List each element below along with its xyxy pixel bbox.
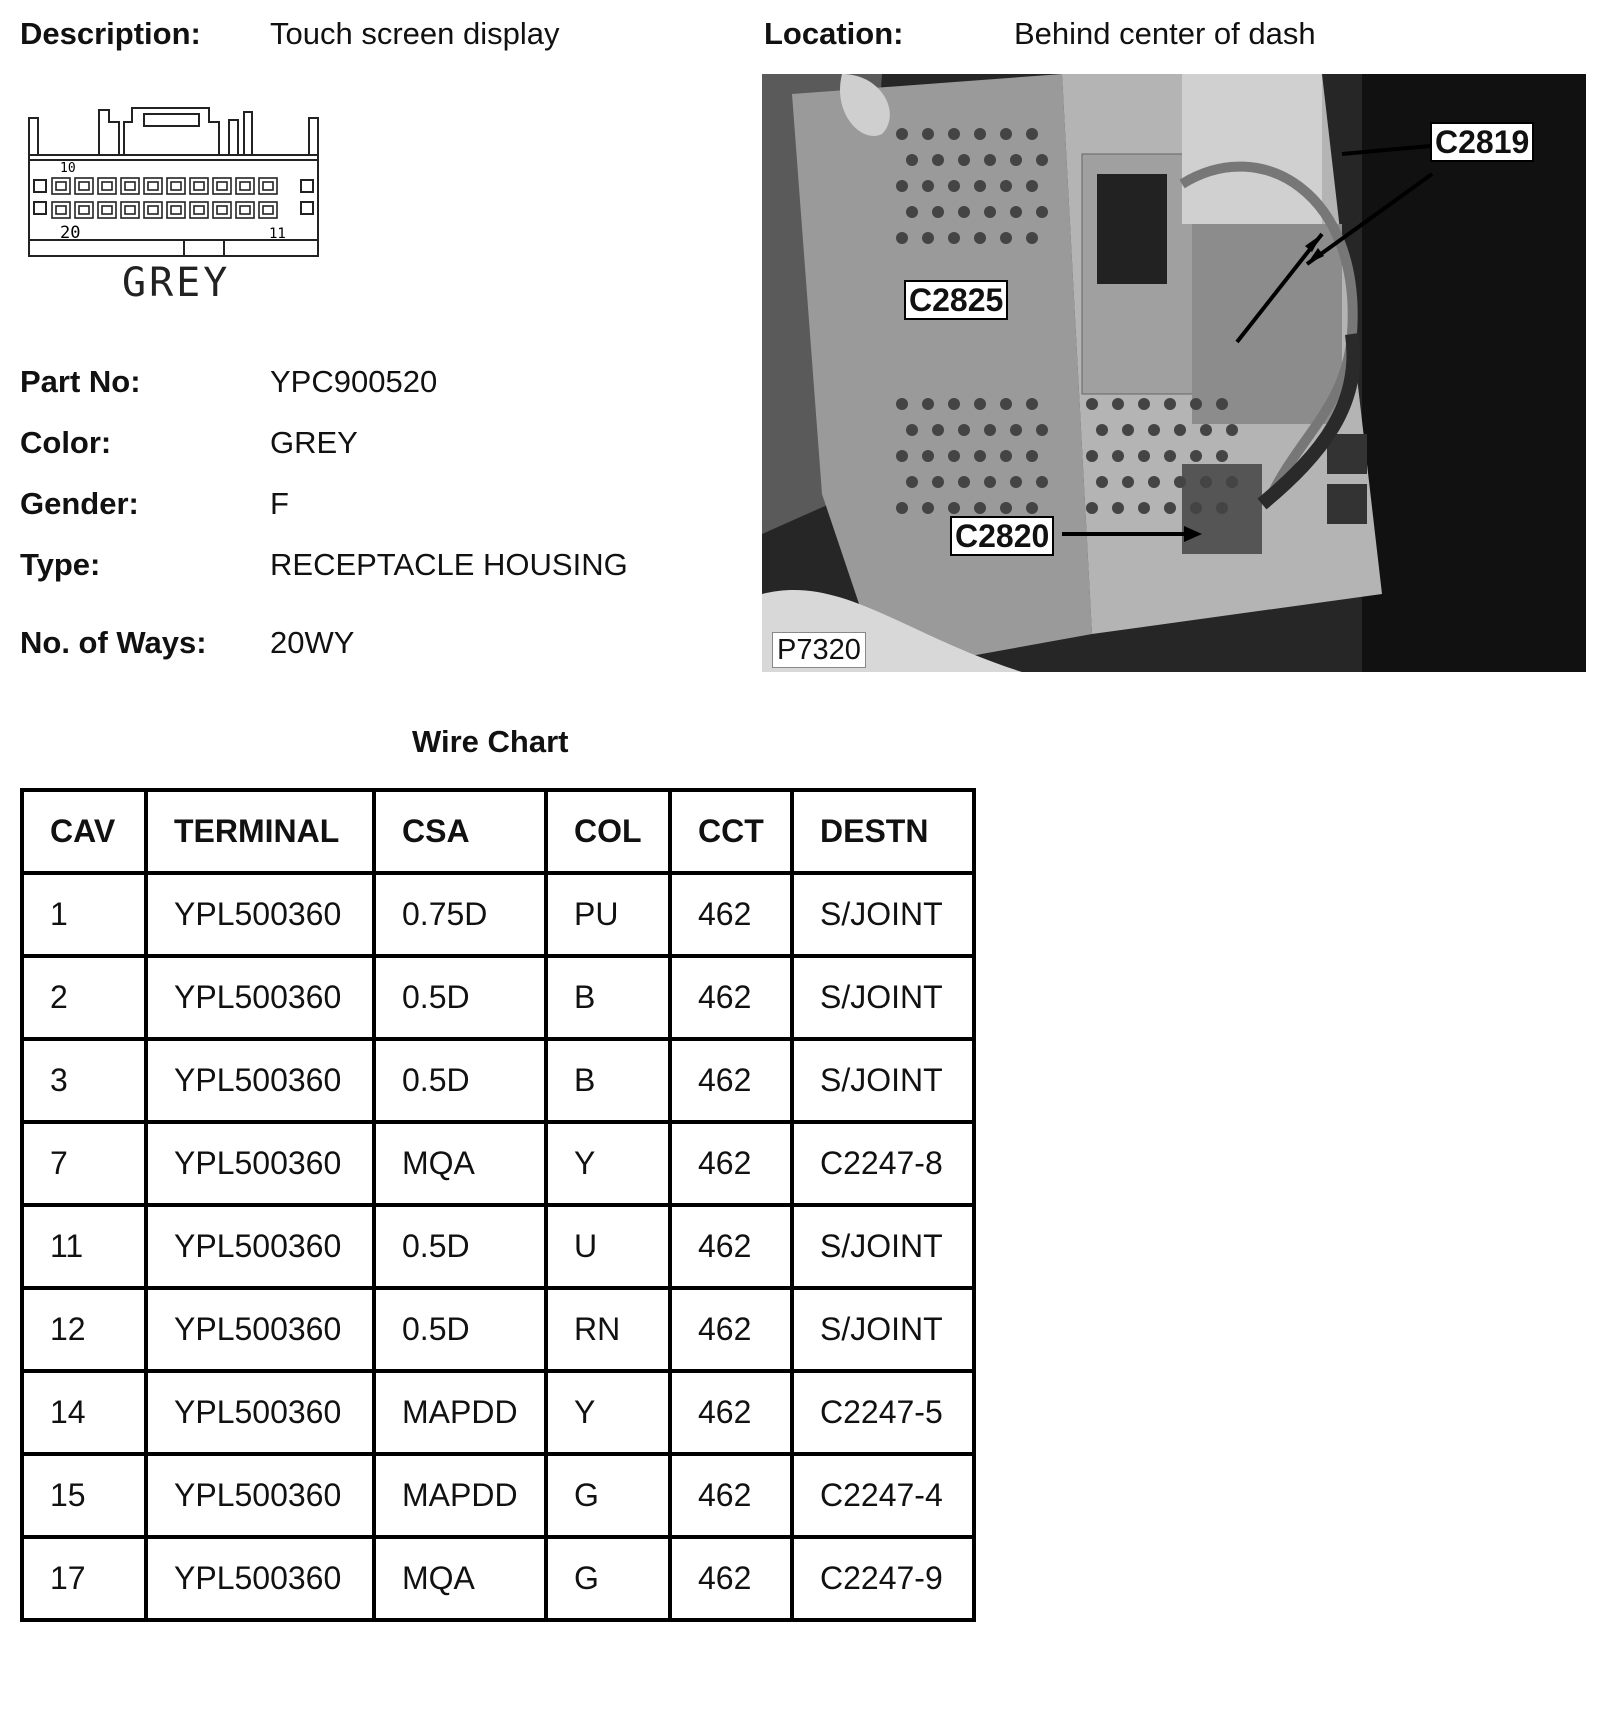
cell-cct: 462: [670, 1288, 792, 1371]
pin-cavity: [52, 178, 70, 194]
header-destn: DESTN: [792, 790, 974, 873]
pin-label-bottom-right: 11: [269, 226, 286, 242]
pin-cavity: [213, 178, 231, 194]
cell-cct: 462: [670, 1371, 792, 1454]
vent-hole: [1026, 128, 1038, 140]
vent-hole: [948, 398, 960, 410]
cell-destn: C2247-4: [792, 1454, 974, 1537]
vent-hole: [1226, 476, 1238, 488]
vent-hole: [1164, 398, 1176, 410]
vent-hole: [1096, 476, 1108, 488]
cell-col: B: [546, 1039, 670, 1122]
pin-cavity: [144, 202, 162, 218]
wire-chart-table: [20, 788, 976, 1622]
vent-hole: [922, 232, 934, 244]
vent-hole: [1138, 502, 1150, 514]
connector-color-text: GREY: [122, 260, 231, 306]
cell-cct: 462: [670, 873, 792, 956]
vent-hole: [922, 450, 934, 462]
description-value: Touch screen display: [270, 16, 560, 51]
vent-hole: [1226, 424, 1238, 436]
vent-hole: [1026, 502, 1038, 514]
vent-hole: [1086, 398, 1098, 410]
cell-terminal: YPL500360: [146, 1288, 374, 1371]
pin-cavity: [167, 202, 185, 218]
vent-hole: [1000, 180, 1012, 192]
table-row: [22, 1454, 974, 1537]
vent-hole: [984, 206, 996, 218]
cell-csa: MQA: [374, 1122, 546, 1205]
vent-hole: [906, 154, 918, 166]
pin-cavity: [75, 178, 93, 194]
vent-hole: [1036, 476, 1048, 488]
vent-hole: [932, 206, 944, 218]
pin-cavity-inner: [79, 182, 89, 190]
cell-cav: 7: [22, 1122, 146, 1205]
vent-hole: [896, 180, 908, 192]
vent-hole: [1174, 424, 1186, 436]
pin-cavity-inner: [102, 206, 112, 214]
pin-cavity-inner: [148, 206, 158, 214]
header-cct: CCT: [670, 790, 792, 873]
vent-hole: [1216, 450, 1228, 462]
cell-terminal: YPL500360: [146, 1039, 374, 1122]
cell-cav: 14: [22, 1371, 146, 1454]
cell-col: G: [546, 1537, 670, 1620]
vent-hole: [1036, 154, 1048, 166]
ways-value: 20WY: [270, 625, 355, 660]
vent-hole: [1148, 424, 1160, 436]
vent-hole: [984, 424, 996, 436]
table-row: [22, 1039, 974, 1122]
location-photo-icon: [762, 74, 1586, 672]
pin-cavity: [98, 202, 116, 218]
ways-label: No. of Ways:: [20, 625, 207, 660]
cell-csa: 0.75D: [374, 873, 546, 956]
pin-cavity: [75, 202, 93, 218]
wire-chart-title: Wire Chart: [412, 724, 569, 759]
description-label: Description:: [20, 16, 201, 51]
pin-cavity: [52, 202, 70, 218]
vent-hole: [1112, 398, 1124, 410]
pin-cavity-inner: [240, 206, 250, 214]
vent-hole: [1148, 476, 1160, 488]
vent-hole: [1216, 502, 1228, 514]
vent-hole: [974, 180, 986, 192]
vent-hole: [948, 232, 960, 244]
vent-hole: [932, 154, 944, 166]
header-cav: CAV: [22, 790, 146, 873]
vent-hole: [1036, 206, 1048, 218]
location-value: Behind center of dash: [1014, 16, 1316, 51]
vent-hole: [1190, 398, 1202, 410]
cell-col: U: [546, 1205, 670, 1288]
vent-hole: [1096, 424, 1108, 436]
pin-cavity: [121, 202, 139, 218]
vent-hole: [1026, 232, 1038, 244]
pin-cavity: [259, 202, 277, 218]
pin-cavity-inner: [217, 182, 227, 190]
vent-hole: [1122, 424, 1134, 436]
vent-hole: [984, 154, 996, 166]
header-terminal: TERMINAL: [146, 790, 374, 873]
cell-cav: 12: [22, 1288, 146, 1371]
cell-col: RN: [546, 1288, 670, 1371]
pin-cavity-inner: [56, 206, 66, 214]
cell-terminal: YPL500360: [146, 1454, 374, 1537]
vent-hole: [896, 450, 908, 462]
pin-cavity-inner: [240, 182, 250, 190]
pin-cavity-inner: [125, 182, 135, 190]
vent-hole: [1000, 128, 1012, 140]
table-row: [22, 1122, 974, 1205]
pin-cavity-inner: [56, 182, 66, 190]
table-row: [22, 1371, 974, 1454]
vent-hole: [974, 128, 986, 140]
callout-c2825: C2825: [904, 280, 1008, 320]
color-label: Color:: [20, 425, 112, 460]
gender-label: Gender:: [20, 486, 139, 521]
vent-hole: [1200, 424, 1212, 436]
vent-hole: [974, 502, 986, 514]
pin-label-bottom-left: 20: [60, 223, 81, 243]
pin-cavity-inner: [263, 182, 273, 190]
vent-hole: [948, 502, 960, 514]
cell-csa: 0.5D: [374, 956, 546, 1039]
vent-hole: [1190, 450, 1202, 462]
cell-csa: 0.5D: [374, 1288, 546, 1371]
vent-hole: [1036, 424, 1048, 436]
vent-hole: [922, 128, 934, 140]
vent-hole: [958, 206, 970, 218]
vent-hole: [1026, 180, 1038, 192]
vent-hole: [896, 398, 908, 410]
cell-csa: MAPDD: [374, 1454, 546, 1537]
vent-hole: [1000, 232, 1012, 244]
callout-c2820: C2820: [950, 516, 1054, 556]
header-csa: CSA: [374, 790, 546, 873]
part-no-label: Part No:: [20, 364, 141, 399]
cell-terminal: YPL500360: [146, 956, 374, 1039]
pin-cavity-inner: [125, 206, 135, 214]
color-value: GREY: [270, 425, 358, 460]
vent-hole: [1086, 450, 1098, 462]
photo-id: P7320: [772, 632, 866, 668]
header-col: COL: [546, 790, 670, 873]
cell-destn: S/JOINT: [792, 1288, 974, 1371]
cell-cav: 1: [22, 873, 146, 956]
pin-cavity: [190, 202, 208, 218]
vent-hole: [1000, 502, 1012, 514]
cell-destn: C2247-8: [792, 1122, 974, 1205]
vent-hole: [948, 180, 960, 192]
vent-hole: [958, 476, 970, 488]
vent-hole: [1086, 502, 1098, 514]
cell-csa: 0.5D: [374, 1205, 546, 1288]
cell-csa: MQA: [374, 1537, 546, 1620]
vent-hole: [1174, 476, 1186, 488]
vent-hole: [906, 476, 918, 488]
vent-hole: [1122, 476, 1134, 488]
callout-c2819: C2819: [1430, 122, 1534, 162]
vent-hole: [958, 154, 970, 166]
vent-hole: [1112, 450, 1124, 462]
location-label: Location:: [764, 16, 904, 51]
table-row: [22, 873, 974, 956]
vent-hole: [1010, 424, 1022, 436]
cell-terminal: YPL500360: [146, 1371, 374, 1454]
pin-cavity-inner: [148, 182, 158, 190]
cell-col: PU: [546, 873, 670, 956]
pin-cavity-inner: [194, 182, 204, 190]
vent-hole: [1200, 476, 1212, 488]
vent-hole: [906, 206, 918, 218]
pin-cavity-inner: [217, 206, 227, 214]
pin-cavity: [236, 202, 254, 218]
cell-cct: 462: [670, 1122, 792, 1205]
pin-cavity: [121, 178, 139, 194]
pin-cavity-inner: [194, 206, 204, 214]
vent-hole: [974, 450, 986, 462]
table-row: [22, 1205, 974, 1288]
vent-hole: [974, 232, 986, 244]
vent-hole: [932, 476, 944, 488]
vent-hole: [896, 502, 908, 514]
vent-hole: [1164, 502, 1176, 514]
vent-hole: [1000, 450, 1012, 462]
vent-hole: [1000, 398, 1012, 410]
pin-label-top: 10: [60, 161, 76, 176]
pin-cavity: [213, 202, 231, 218]
vent-hole: [948, 450, 960, 462]
cell-terminal: YPL500360: [146, 1205, 374, 1288]
cell-csa: 0.5D: [374, 1039, 546, 1122]
pin-cavity-inner: [171, 182, 181, 190]
vent-hole: [1164, 450, 1176, 462]
cell-destn: C2247-9: [792, 1537, 974, 1620]
pin-cavity: [259, 178, 277, 194]
cell-col: G: [546, 1454, 670, 1537]
pin-cavity: [98, 178, 116, 194]
vent-hole: [896, 128, 908, 140]
part-no-value: YPC900520: [270, 364, 438, 399]
connector-face-icon: [24, 100, 324, 310]
vent-hole: [1010, 206, 1022, 218]
cell-col: B: [546, 956, 670, 1039]
cell-cav: 11: [22, 1205, 146, 1288]
vent-hole: [932, 424, 944, 436]
cell-cav: 15: [22, 1454, 146, 1537]
vent-hole: [896, 232, 908, 244]
vent-hole: [922, 180, 934, 192]
cell-cav: 3: [22, 1039, 146, 1122]
vent-hole: [922, 398, 934, 410]
vent-hole: [1190, 502, 1202, 514]
vent-hole: [1138, 450, 1150, 462]
cell-cav: 2: [22, 956, 146, 1039]
vent-hole: [984, 476, 996, 488]
pin-cavity: [144, 178, 162, 194]
table-row: [22, 956, 974, 1039]
cell-col: Y: [546, 1122, 670, 1205]
table-row: [22, 1288, 974, 1371]
cell-terminal: YPL500360: [146, 873, 374, 956]
cell-col: Y: [546, 1371, 670, 1454]
pin-cavity: [190, 178, 208, 194]
pin-cavity-inner: [263, 206, 273, 214]
vent-hole: [1112, 502, 1124, 514]
vent-hole: [1026, 450, 1038, 462]
cell-cct: 462: [670, 1454, 792, 1537]
cell-csa: MAPDD: [374, 1371, 546, 1454]
cell-destn: S/JOINT: [792, 873, 974, 956]
cell-cct: 462: [670, 956, 792, 1039]
cell-destn: S/JOINT: [792, 1039, 974, 1122]
vent-hole: [1010, 154, 1022, 166]
vent-hole: [922, 502, 934, 514]
cell-cct: 462: [670, 1205, 792, 1288]
gender-value: F: [270, 486, 289, 521]
cell-terminal: YPL500360: [146, 1122, 374, 1205]
pin-cavity: [236, 178, 254, 194]
vent-hole: [948, 128, 960, 140]
cell-cct: 462: [670, 1039, 792, 1122]
pin-cavity-inner: [79, 206, 89, 214]
cell-terminal: YPL500360: [146, 1537, 374, 1620]
cell-destn: S/JOINT: [792, 1205, 974, 1288]
vent-hole: [1026, 398, 1038, 410]
vent-hole: [958, 424, 970, 436]
cell-cav: 17: [22, 1537, 146, 1620]
table-row: [22, 1537, 974, 1620]
pin-cavity-inner: [171, 206, 181, 214]
type-label: Type:: [20, 547, 101, 582]
vent-hole: [1216, 398, 1228, 410]
table-header-row: [22, 790, 974, 873]
cell-destn: S/JOINT: [792, 956, 974, 1039]
vent-hole: [1010, 476, 1022, 488]
vent-hole: [906, 424, 918, 436]
vent-hole: [974, 398, 986, 410]
type-value: RECEPTACLE HOUSING: [270, 547, 628, 582]
pin-cavity-inner: [102, 182, 112, 190]
pin-cavity: [167, 178, 185, 194]
cell-destn: C2247-5: [792, 1371, 974, 1454]
cell-cct: 462: [670, 1537, 792, 1620]
vent-hole: [1138, 398, 1150, 410]
